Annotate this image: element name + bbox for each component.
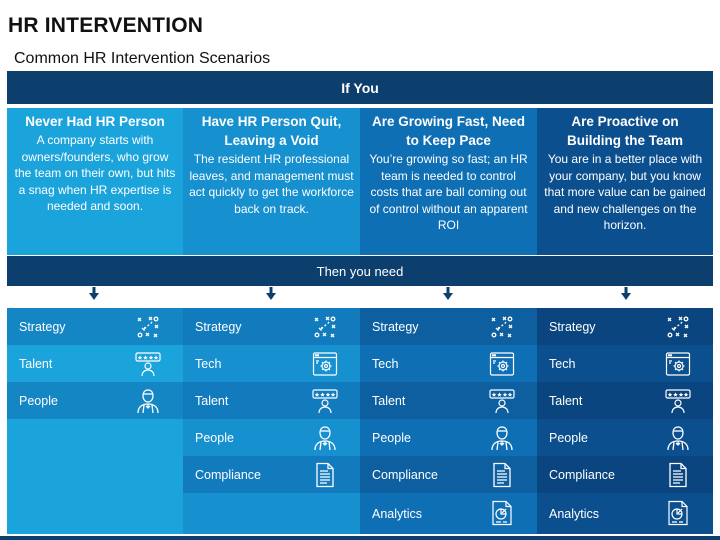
need-item (360, 419, 537, 456)
strategy-icon (489, 314, 515, 340)
talent-icon (665, 388, 691, 414)
scenario-card (7, 108, 183, 255)
need-item (537, 419, 713, 456)
need-item-label: Tech (195, 356, 222, 371)
need-item (537, 456, 713, 493)
strategy-icon (665, 314, 691, 340)
compliance-icon (312, 462, 338, 488)
need-item (360, 345, 537, 382)
scenario-description: The resident HR professional leaves, and management must act quickly to get the workforce back on track. (189, 152, 354, 216)
scenario-heading: Are Proactive on Building the Team (566, 114, 683, 148)
need-item-label: Tech (372, 356, 399, 371)
need-item-label: Strategy (19, 319, 66, 334)
need-item (537, 308, 713, 345)
down-arrow-icon (443, 287, 453, 301)
need-item (7, 345, 183, 382)
tech-icon (312, 351, 338, 377)
need-item (537, 494, 713, 534)
need-item-label: Talent (549, 393, 583, 408)
strategy-icon (135, 314, 161, 340)
need-item (183, 456, 360, 493)
need-item (183, 382, 360, 419)
bottom-divider (0, 536, 720, 540)
need-item (183, 308, 360, 345)
need-item (537, 382, 713, 419)
need-item-label: People (195, 430, 234, 445)
need-item (183, 345, 360, 382)
need-item-label: Talent (372, 393, 406, 408)
analytics-icon (489, 500, 515, 526)
strategy-icon (312, 314, 338, 340)
need-item (360, 494, 537, 534)
need-item-label: People (372, 430, 411, 445)
analytics-icon (665, 500, 691, 526)
down-arrow-icon (621, 287, 631, 301)
if-you-band: If You (7, 71, 713, 104)
scenario-description: You are in a better place with your company, but you know that more value can be gained and new challenges on the horizon. (544, 152, 706, 232)
need-item (7, 308, 183, 345)
need-item-label: Strategy (372, 319, 419, 334)
tech-icon (489, 351, 515, 377)
compliance-icon (665, 462, 691, 488)
scenario-heading: Have HR Person Quit, Leaving a Void (201, 114, 342, 148)
down-arrow-icon (266, 287, 276, 301)
need-item-label: Analytics (549, 507, 600, 521)
talent-icon (489, 388, 515, 414)
needs-column (7, 308, 183, 534)
need-item-label: Analytics (372, 507, 423, 521)
need-item-label: Strategy (549, 319, 596, 334)
people-icon (665, 425, 691, 451)
scenario-heading: Never Had HR Person (25, 114, 165, 129)
needs-column (360, 308, 537, 534)
need-item (360, 456, 537, 493)
people-icon (489, 425, 515, 451)
scenario-card (360, 108, 537, 255)
need-item (360, 308, 537, 345)
need-item-label: Talent (195, 393, 229, 408)
people-icon (312, 425, 338, 451)
need-item (7, 382, 183, 419)
scenario-card (183, 108, 360, 255)
talent-icon (312, 388, 338, 414)
scenario-card (537, 108, 713, 255)
then-you-need-band: Then you need (7, 256, 713, 286)
need-item (537, 345, 713, 382)
scenario-description: A company starts with owners/founders, who grow the team on their own, but hits a snag when HR expertise is needed and soon. (14, 133, 176, 213)
compliance-icon (489, 462, 515, 488)
tech-icon (665, 351, 691, 377)
need-item-label: Compliance (549, 467, 616, 482)
need-item (360, 382, 537, 419)
talent-icon (135, 351, 161, 377)
need-item (183, 419, 360, 456)
down-arrow-icon (89, 287, 99, 301)
need-item-label: Tech (549, 356, 576, 371)
needs-column (537, 308, 713, 534)
need-item-label: People (549, 430, 588, 445)
people-icon (135, 388, 161, 414)
need-item-label: Talent (19, 356, 53, 371)
need-item-label: Compliance (195, 467, 262, 482)
need-item-label: Strategy (195, 319, 242, 334)
need-item-label: People (19, 393, 58, 408)
page-title: HR INTERVENTION (8, 14, 204, 37)
scenario-heading: Are Growing Fast, Need to Keep Pace (371, 114, 526, 148)
scenario-description: You’re growing so fast; an HR team is needed to control costs that are ball coming out of control without an apparent ROI (369, 152, 528, 232)
page-subtitle: Common HR Intervention Scenarios (14, 50, 271, 67)
needs-column (183, 308, 360, 534)
need-item-label: Compliance (372, 467, 439, 482)
